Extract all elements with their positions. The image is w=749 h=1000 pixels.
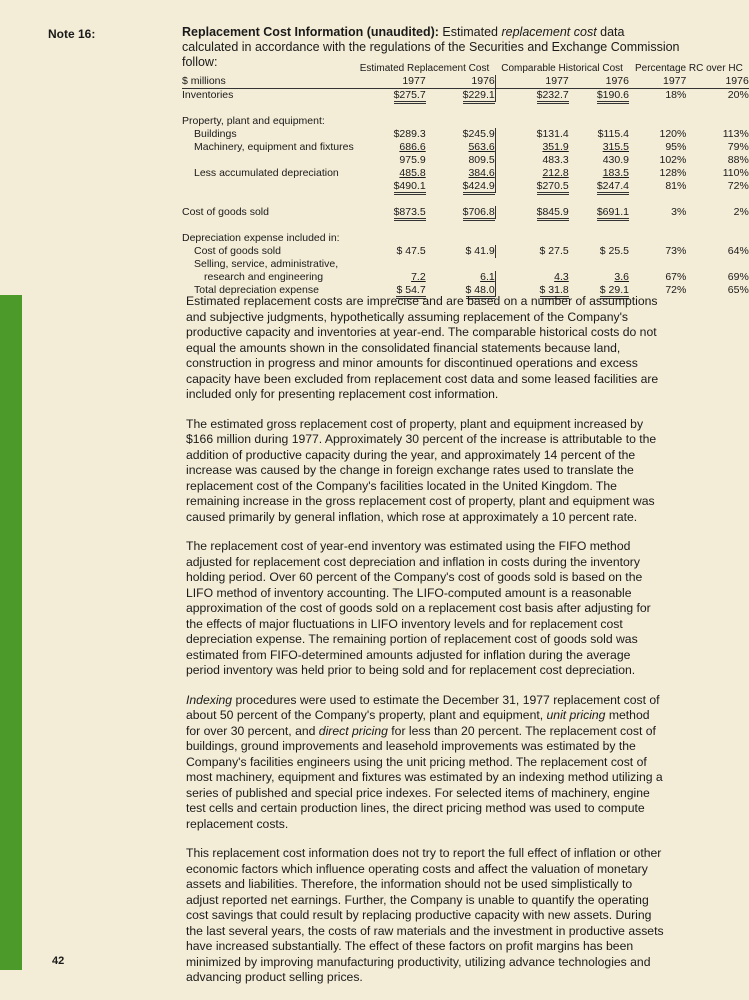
table-row: [182, 128, 749, 141]
table-row: [182, 245, 749, 258]
cell: 72%: [727, 180, 749, 192]
cell: 351.9: [542, 141, 569, 153]
cell: 73%: [665, 245, 687, 257]
table-row: [182, 206, 749, 219]
cell: 483.3: [542, 154, 569, 166]
cell: $ 47.5: [396, 245, 426, 257]
cell: $270.5: [537, 180, 569, 195]
cell: $190.6: [597, 89, 629, 104]
row-label: Selling, service, administrative,: [194, 258, 339, 270]
cell: 384.6: [468, 167, 495, 179]
term-unit-pricing: unit pricing: [546, 708, 606, 722]
row-label: Cost of goods sold: [194, 245, 281, 257]
cell: $229.1: [463, 89, 495, 104]
cell: $232.7: [537, 89, 569, 104]
green-margin-bar: [0, 295, 22, 970]
cell: $289.3: [393, 128, 426, 140]
title-italic: replacement cost: [501, 25, 597, 39]
row-label: Buildings: [194, 128, 237, 140]
row-label: Machinery, equipment and fixtures: [194, 141, 354, 153]
cell: 95%: [665, 141, 687, 153]
cell: $ 29.1: [600, 284, 629, 299]
cell: $706.8: [463, 206, 495, 221]
cell: $ 31.8: [540, 284, 569, 299]
row-label: Inventories: [182, 89, 234, 101]
cell: 212.8: [542, 167, 569, 179]
cell: $247.4: [597, 180, 629, 195]
cell: 65%: [727, 284, 749, 296]
cell: $845.9: [537, 206, 569, 221]
paragraph: The estimated gross replacement cost of property, plant and equipment increased by $166 million during 1977. Approximately 30 percent of the increase is attributable to the addition of productive capacity during the year, and approximately 14 percent of the increase was caused by the change in foreign exchange rates used to translate the replacement cost of the Company's facilities located in the United Kingdom. The remaining increase in the gross replacement cost of property, plant and equipment was caused primarily by general inflation, which rose at approximately a 10 percent rate.: [186, 416, 657, 524]
cell: 6.1: [480, 271, 495, 283]
year-cell: 1977: [495, 75, 569, 89]
row-label: Depreciation expense included in:: [182, 232, 340, 244]
header-percentage: Percentage RC over HC: [634, 63, 743, 74]
title-bold: Replacement Cost Information (unaudited):: [182, 25, 439, 39]
cell: 7.2: [411, 271, 426, 283]
table-row: [182, 167, 749, 180]
cell: $245.9: [426, 128, 496, 141]
year-cell: 1976: [569, 75, 629, 89]
cell: 88%: [727, 154, 749, 166]
term-direct-pricing: direct pricing: [318, 723, 388, 738]
paragraph: The replacement cost of year-end inventory was estimated using the FIFO method adjusted for replacement cost depreciation and inflation in costs during the inventory holding period. Over 60 percent of the Company's cost of goods sold is based on the LIFO method of inventory accounting. The LIFO-computed amount is a reasonable approximation of the cost of goods sold on a replacement cost basis after adjusting for the effects of major fluctuations in LIFO inventory levels and for replacement cost depreciation expense. The remaining portion of replacement cost of goods sold was estimated from FIFO-determined amounts adjusted for inflation during the average period inventory was held prior to being sold and for replacement cost depreciation.: [186, 539, 651, 677]
cell: $490.1: [394, 180, 426, 195]
cell: 20%: [727, 89, 749, 101]
table-header-row: [182, 62, 749, 75]
row-label: Less accumulated depreciation: [194, 167, 339, 179]
header-estimated-rc: Estimated Replacement Cost: [359, 63, 490, 74]
body-text: [186, 294, 666, 1000]
note-label: Note 16:: [48, 27, 96, 41]
table-row: [182, 271, 749, 284]
table-row: [182, 232, 749, 245]
paragraph: Estimated replacement costs are imprecise and are based on a number of assumptions and subjective judgments, hypothetically assuming replacement of the Company's productive capacity and inventories at year-end. The comparable historical costs do not equal the amounts shown in the consolidated financial statements because land, construction in progress and minor amounts for discontinued operations and excess capacity have been excluded from replacement cost data and some leased facilities are included only for presenting replacement cost information.: [186, 294, 659, 401]
table-row: [182, 180, 749, 193]
row-label: research and engineering: [204, 271, 324, 283]
title-text-b: data calculated in accordance with the regulations of the Securities and Exchange Commission follow:: [182, 25, 680, 69]
cell: 3.6: [614, 271, 629, 283]
paragraph-text: method for over 30 percent, and: [186, 708, 650, 738]
cell: 69%: [727, 271, 749, 283]
row-label: Cost of goods sold: [182, 206, 269, 218]
cell: 113%: [722, 128, 749, 140]
cell: 975.9: [399, 154, 426, 166]
year-cell: 1977: [354, 75, 426, 89]
cell: 430.9: [602, 154, 629, 166]
replacement-cost-table: [182, 62, 749, 297]
cell: 18%: [665, 89, 687, 101]
cell: 128%: [659, 167, 687, 179]
cell: $ 54.7: [396, 284, 425, 299]
cell: 686.6: [399, 141, 426, 153]
table-row: [182, 89, 749, 103]
row-label: Total depreciation expense: [194, 284, 319, 296]
paragraph-text: procedures were used to estimate the December 31, 1977 replacement cost of about 50 percent of the Company's property, plant and equipment,: [186, 692, 660, 722]
cell: 485.8: [399, 167, 426, 179]
row-label: Property, plant and equipment:: [182, 115, 325, 127]
cell: $ 48.0: [466, 284, 495, 299]
cell: 2%: [733, 206, 749, 218]
cell: $ 25.5: [599, 245, 629, 257]
term-indexing: Indexing: [186, 692, 233, 707]
cell: $873.5: [394, 206, 426, 221]
cell: 563.6: [468, 141, 495, 153]
table-row: [182, 154, 749, 167]
cell: $691.1: [597, 206, 629, 221]
cell: 120%: [659, 128, 687, 140]
cell: $131.4: [536, 128, 569, 140]
year-cell: 1976: [686, 75, 748, 89]
table-row: [182, 258, 749, 271]
cell: 81%: [665, 180, 687, 192]
paragraph-text: for less than 20 percent. The replacement cost of buildings, ground improvements and leasehold improvements was estimated by the Company's facilities engineers using the unit pricing method. The replacement cost of most machinery, equipment and fixtures was estimated by an indexing method utilizing a series of published and special price indexes. For selected items of machinery, engine test cells and certain production lines, the direct pricing method was used to compute replacement costs.: [186, 723, 663, 831]
cell: 3%: [671, 206, 687, 218]
cell: 67%: [665, 271, 687, 283]
cell: $424.9: [463, 180, 495, 195]
cell: $ 41.9: [426, 245, 496, 258]
cell: 72%: [665, 284, 687, 296]
table-year-row: [182, 75, 749, 89]
table-row: [182, 141, 749, 154]
year-cell: 1976: [426, 75, 496, 89]
header-comparable-hc: Comparable Historical Cost: [501, 63, 623, 74]
cell: $275.7: [394, 89, 426, 104]
cell: 315.5: [602, 141, 629, 153]
cell: $ 27.5: [539, 245, 569, 257]
cell: 64%: [727, 245, 749, 257]
title-text-a: Estimated: [438, 25, 502, 39]
table-row: [182, 115, 749, 128]
paragraph: This replacement cost information does not try to report the full effect of inflation or other economic factors which influence operating costs and affect the valuation of monetary assets and liabilities. Therefore, the information should not be used simplistically to adjust reported net earnings. Further, the Company is unable to quantify the operating cost savings that could result by replacing productive capacity with new assets. During the last several years, the costs of raw materials and the investment in productive assets have increased substantially. The effect of these factors on profit margins has been minimized by improving manufacturing productivity, utilizing advance technologies and advancing product selling prices.: [186, 846, 664, 984]
paragraph: [186, 693, 666, 833]
cell: 4.3: [554, 271, 569, 283]
cell: 102%: [659, 154, 687, 166]
cell: 79%: [727, 141, 749, 153]
cell: 183.5: [602, 167, 629, 179]
unit-label: $ millions: [182, 75, 354, 89]
cell: $115.4: [597, 128, 629, 140]
year-cell: 1977: [629, 75, 686, 89]
page-number: 42: [52, 955, 65, 967]
cell: 809.5: [426, 154, 496, 167]
cell: 110%: [722, 167, 749, 179]
